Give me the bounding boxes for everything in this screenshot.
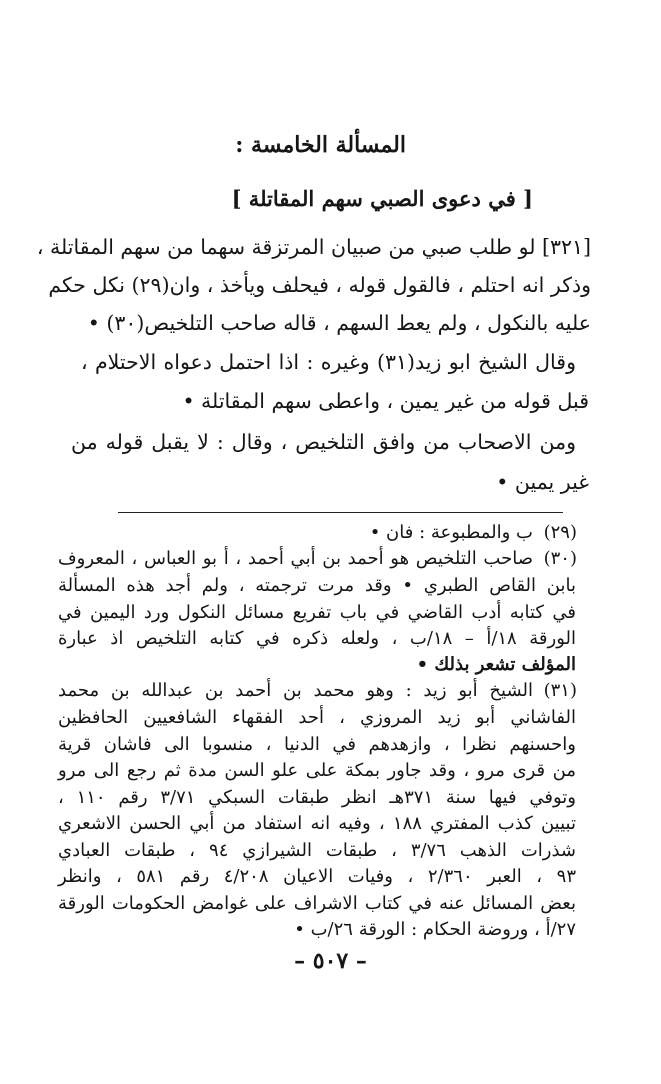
footnote-line: المؤلف تشعر بذلك • — [416, 654, 576, 675]
footnote-line: وتوفي فيها سنة ٣٧١هـ انظر طبقات السبكي ٣/٧١ رقم ١١٠ ، — [58, 787, 576, 808]
footnote-line: صاحب التلخيص هو أحمد بن أبي أحمد ، أ بو العباس ، المعروف — [58, 548, 533, 569]
footnote-line: تبيين كذب المفتري ١٨٨ ، وفيه انه استفاد من أبي الحسن الاشعري — [58, 813, 576, 834]
body-line: قبل قوله من غير يمين ، واعطى سهم المقاتلة • — [182, 389, 589, 413]
footnote-line: شذرات الذهب ٣/٧٦ ، طبقات الشيرازي ٩٤ ، طبقات العبادي — [58, 840, 576, 861]
page-number: – ٥٠٧ – — [294, 948, 367, 974]
footnote-line: في كتابه أدب القاضي في باب تفريع مسائل النكول ورد اليمين في — [58, 602, 576, 623]
footnote-line: بعض المسائل عنه في كتاب الاشراف على غوامض الحكومات الورقة — [58, 893, 576, 914]
footnote-line: من قرى مرو ، وقد جاور بمكة على علو السن مدة ثم رجع الى مرو — [58, 760, 576, 781]
section-heading: المسألة الخامسة : — [235, 132, 406, 158]
footnote-line: ٢٧/أ ، وروضة الحكام : الورقة ٢٦/ب • — [294, 919, 576, 940]
footnote-line: الفاشاني أبو زيد المروزي ، أحد الفقهاء الشافعيين الحافظين — [58, 707, 576, 728]
footnote-line: ٩٣ ، العبر ٢/٣٦٠ ، وفيات الاعيان ٤/٢٠٨ رقم ٥٨١ ، وانظر — [58, 866, 576, 887]
footnote-divider — [118, 512, 563, 513]
footnote-line: الشيخ أبو زيد : وهو محمد بن أحمد بن عبدالله بن محمد — [58, 680, 533, 701]
body-line: [٣٢١] لو طلب صبي من صبيان المرتزقة سهما من سهم المقاتلة ، — [36, 235, 591, 259]
footnote-line: واحسنهم نظرا ، وازهدهم في الدنيا ، منسوبا الى فاشان قرية — [58, 734, 576, 755]
body-line: وذكر انه احتلم ، فالقول قوله ، فيحلف ويأخذ ، وان(٢٩) نكل حكم — [48, 273, 591, 297]
footnote-line: الورقة ١٨/أ – ١٨/ب ، ولعله ذكره في كتابه التلخيص اذ عبارة — [58, 628, 576, 649]
body-line: غير يمين • — [496, 470, 589, 494]
footnote-line: ب والمطبوعة : فان • — [369, 522, 533, 543]
footnote-number: (٣١) — [543, 680, 577, 701]
body-line: عليه بالنكول ، ولم يعط السهم ، قاله صاحب التلخيص(٣٠) • — [87, 311, 591, 335]
body-line: وقال الشيخ ابو زيد(٣١) وغيره : اذا احتمل دعواه الاحتلام ، — [81, 350, 576, 374]
body-line: ومن الاصحاب من وافق التلخيص ، وقال : لا يقبل قوله من — [71, 430, 576, 454]
footnote-line: بابن القاص الطبري • وقد مرت ترجمته ، ولم أجد هذه المسألة — [58, 575, 576, 596]
footnote-number: (٣٠) — [543, 548, 577, 569]
footnote-number: (٢٩) — [543, 522, 577, 543]
section-subheading: [ في دعوى الصبي سهم المقاتلة ] — [231, 186, 533, 211]
